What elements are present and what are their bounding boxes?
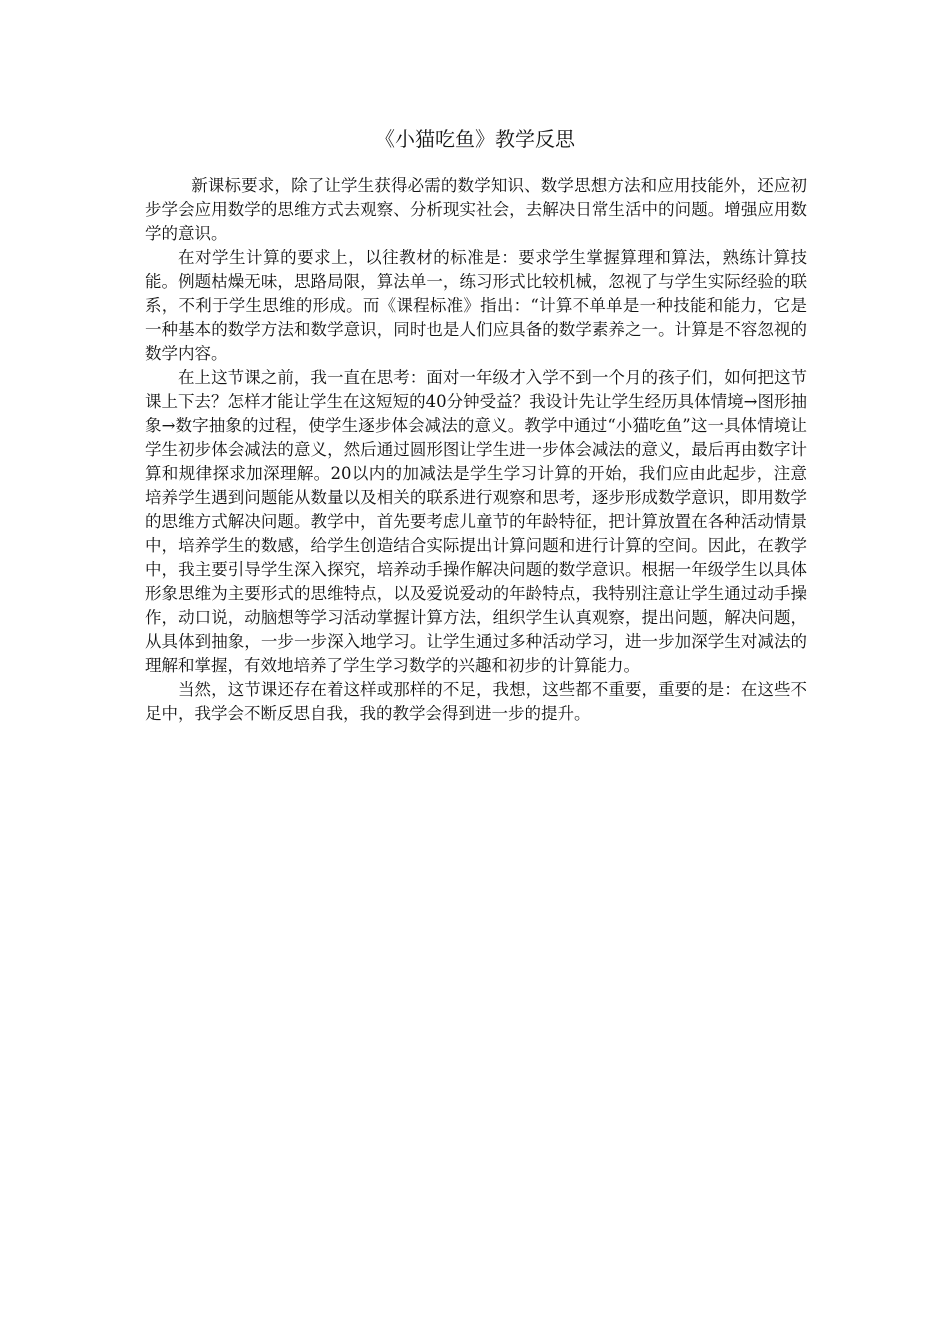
paragraph-1: 新课标要求，除了让学生获得必需的数学知识、数学思想方法和应用技能外，还应初步学会应用数学的思维方式去观察、分析现实社会，去解决日常生活中的问题。增强应用数学的意识。 [145,176,807,243]
paragraph-2: 在对学生计算的要求上，以往教材的标准是：要求学生掌握算理和算法，熟练计算技能。例题枯燥无味，思路局限，算法单一，练习形式比较机械，忽视了与学生实际经验的联系，不利于学生思维的形成。而《课程标准》指出：“计算不单单是一种技能和能力，它是一种基本的数学方法和数学意识，同时也是人们应具备的数学素养之一。计算是不容忽视的数学内容。 [145,248,807,363]
document-body [145,174,807,726]
document-title: 《小猫吃鱼》教学反思 [375,127,575,151]
paragraph-4: 当然，这节课还存在着这样或那样的不足，我想，这些都不重要，重要的是：在这些不足中，我学会不断反思自我，我的教学会得到进一步的提升。 [145,680,807,723]
paragraph-3: 在上这节课之前，我一直在思考：面对一年级才入学不到一个月的孩子们，如何把这节课上下去？怎样才能让学生在这短短的40分钟受益？我设计先让学生经历具体情境→图形抽象→数字抽象的过程，使学生逐步体会减法的意义。教学中通过“小猫吃鱼”这一具体情境让学生初步体会减法的意义，然后通过圆形图让学生进一步体会减法的意义，最后再由数字计算和规律探求加深理解。20以内的加减法是学生学习计算的开始，我们应由此起步，注意培养学生遇到问题能从数量以及相关的联系进行观察和思考，逐步形成数学意识，即用数学的思维方式解决问题。教学中，首先要考虑儿童节的年龄特征，把计算放置在各种活动情景中，培养学生的数感，给学生创造结合实际提出计算问题和进行计算的空间。因此，在教学中，我主要引导学生深入探究，培养动手操作解决问题的数学意识。根据一年级学生以具体形象思维为主要形式的思维特点，以及爱说爱动的年龄特点，我特别注意让学生通过动手操作，动口说，动脑想等学习活动掌握计算方法，组织学生认真观察，提出问题，解决问题，从具体到抽象，一步一步深入地学习。让学生通过多种活动学习，进一步加深学生对减法的理解和掌握，有效地培养了学生学习数学的兴趣和初步的计算能力。 [145,368,807,675]
